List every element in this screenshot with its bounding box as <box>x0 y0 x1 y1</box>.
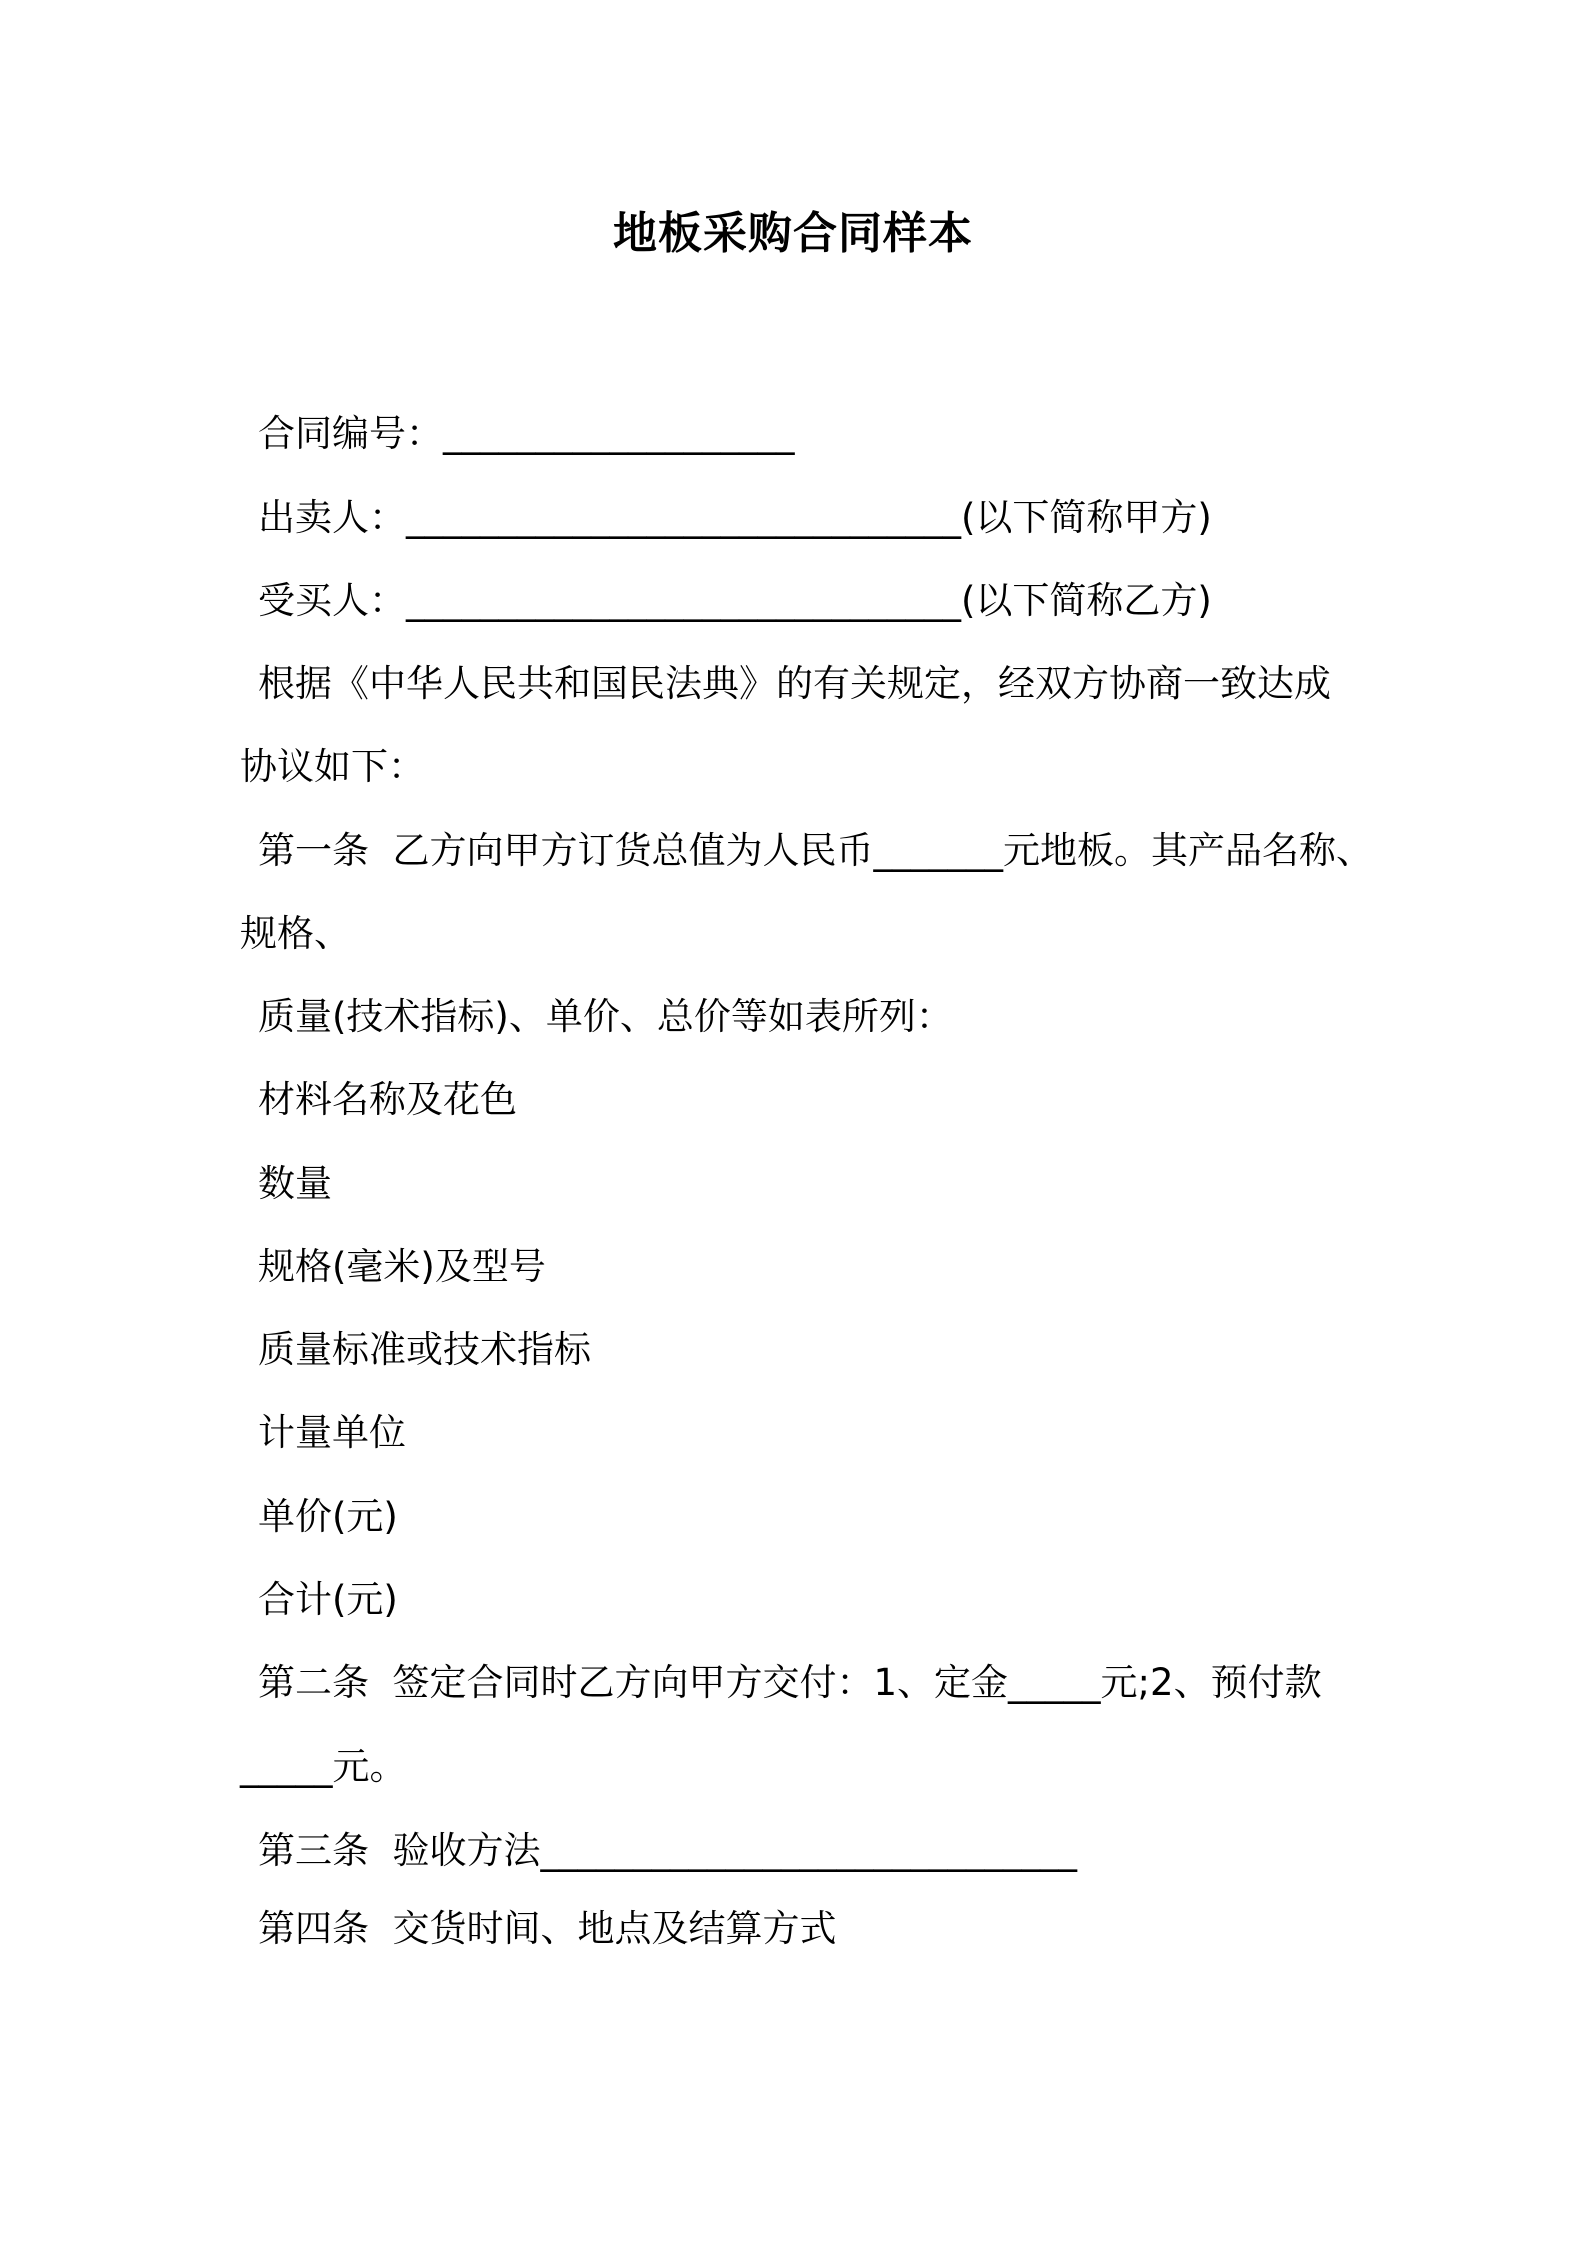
article-4-line: 第四条 交货时间、地点及结算方式 <box>258 1907 837 1950</box>
table-field-spec-model: 规格(毫米)及型号 <box>258 1245 546 1288</box>
table-field-unit: 计量单位 <box>258 1411 406 1454</box>
preamble-line-2: 协议如下： <box>240 745 425 788</box>
table-field-total: 合计(元) <box>258 1578 398 1621</box>
preamble-line-1: 根据《中华人民共和国民法典》的有关规定，经双方协商一致达成 <box>258 662 1331 705</box>
article-2-line-1: 第二条 签定合同时乙方向甲方交付：1、定金_____元;2、预付款 <box>258 1661 1322 1704</box>
article-3-line: 第三条 验收方法_____________________________ <box>258 1829 1078 1872</box>
seller-line: 出卖人：______________________________(以下简称甲方) <box>258 496 1212 539</box>
contract-number-line: 合同编号：___________________ <box>258 412 795 455</box>
table-field-quality-standard: 质量标准或技术指标 <box>258 1328 591 1371</box>
table-field-material-name: 材料名称及花色 <box>258 1078 517 1121</box>
document-title: 地板采购合同样本 <box>613 208 973 259</box>
article-1-line-3: 质量(技术指标)、单价、总价等如表所列： <box>258 995 953 1038</box>
article-1-line-1: 第一条 乙方向甲方订货总值为人民币_______元地板。其产品名称、 <box>258 829 1374 872</box>
article-1-line-2: 规格、 <box>240 912 351 955</box>
table-field-unit-price: 单价(元) <box>258 1495 398 1538</box>
article-2-line-2: _____元。 <box>240 1745 407 1788</box>
buyer-line: 受买人：______________________________(以下简称乙方) <box>258 579 1212 622</box>
table-field-quantity: 数量 <box>258 1162 332 1205</box>
